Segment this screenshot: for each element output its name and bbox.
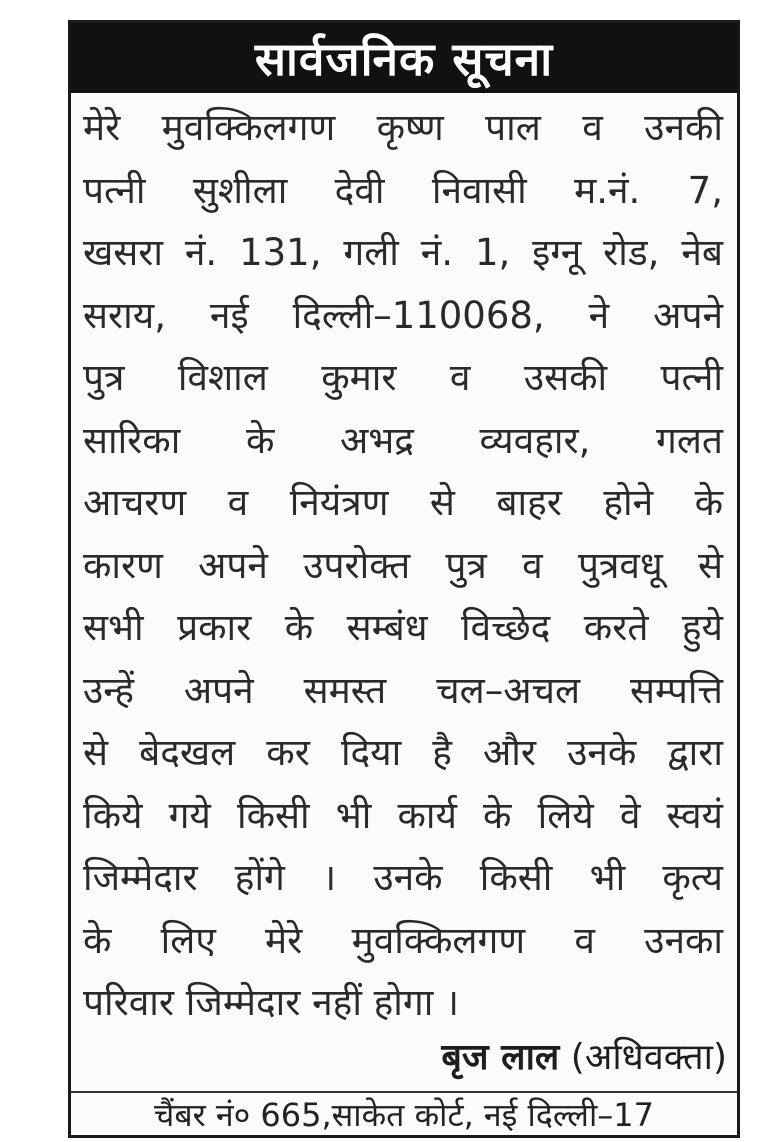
notice-line: किये गये किसी भी कार्य के लिये वे स्वयं: [83, 793, 723, 837]
notice-line: सराय, नई दिल्ली–110068, ने अपने: [83, 293, 723, 337]
notice-title: सार्वजनिक सूचना: [71, 23, 737, 93]
notice-body: [83, 97, 723, 1035]
public-notice: [68, 20, 740, 1138]
notice-line: परिवार जिम्मेदार नहीं होगा ।: [83, 981, 460, 1024]
notice-line: पत्नी सुशीला देवी निवासी म.नं. 7,: [83, 168, 723, 212]
notice-line: मेरे मुवक्किलगण कृष्ण पाल व उनकी: [83, 106, 723, 149]
signature-name: बृज लाल: [441, 1037, 560, 1078]
advocate-address: चैंबर नं० 665,साकेत कोर्ट, नई दिल्ली–17: [71, 1091, 737, 1137]
signature-role: (अधिवक्ता): [570, 1037, 727, 1078]
notice-line: आचरण व नियंत्रण से बाहर होने के: [83, 481, 723, 524]
notice-line: सभी प्रकार के सम्बंध विच्छेद करते हुये: [83, 606, 723, 649]
notice-line: खसरा नं. 131, गली नं. 1, इग्नू रोड, नेब: [83, 231, 723, 274]
notice-line: पुत्र विशाल कुमार व उसकी पत्नी: [83, 356, 723, 399]
notice-line: कारण अपने उपरोक्त पुत्र व पुत्रवधू से: [83, 543, 723, 587]
notice-line: सारिका के अभद्र व्यवहार, गलत: [83, 418, 723, 462]
signature: [441, 1028, 727, 1088]
notice-line: के लिए मेरे मुवक्किलगण व उनका: [83, 918, 723, 962]
notice-line: से बेदखल कर दिया है और उनके द्वारा: [83, 731, 723, 774]
notice-line: जिम्मेदार होंगे । उनके किसी भी कृत्य: [83, 856, 723, 899]
notice-line: उन्हें अपने समस्त चल–अचल सम्पत्ति: [83, 668, 723, 712]
